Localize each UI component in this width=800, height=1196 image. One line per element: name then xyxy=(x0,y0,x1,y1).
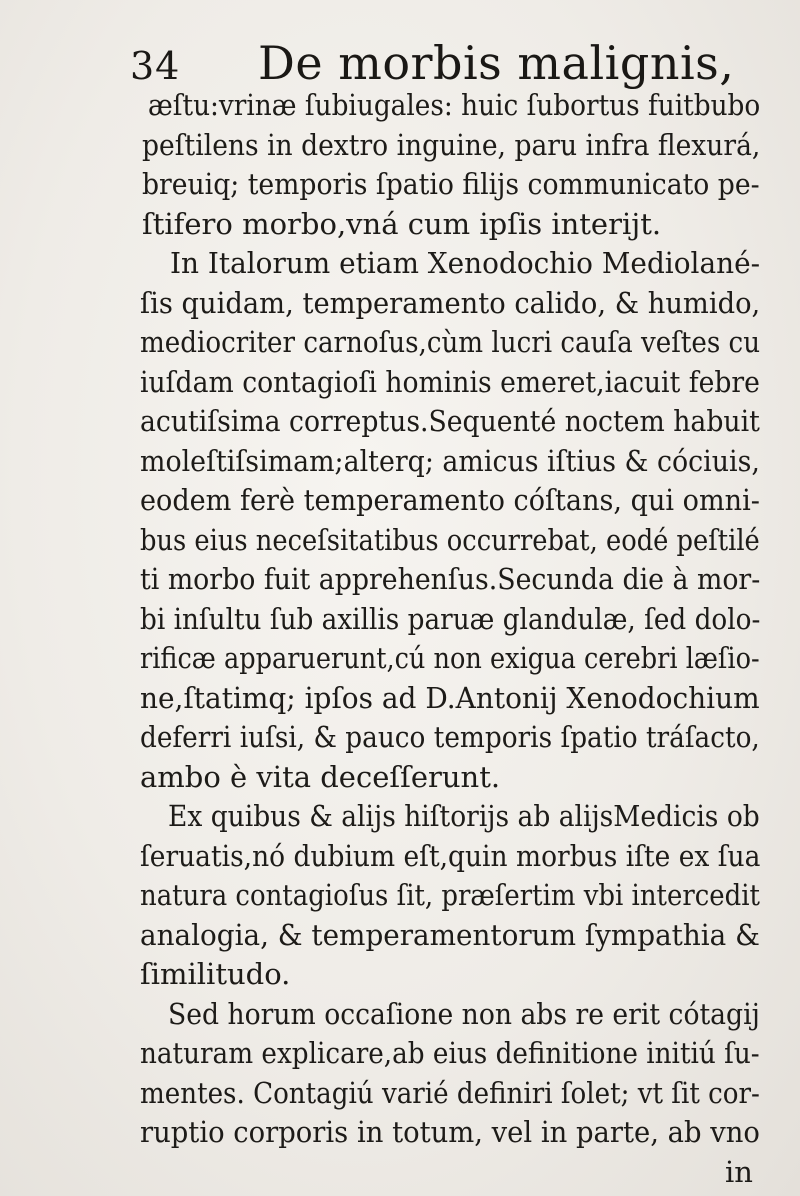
text-line: ſtifero morbo,vná cum ipſis interijt. xyxy=(142,207,662,241)
text-line: ti morbo fuit apprehenſus.Secunda die à mor- xyxy=(140,562,761,596)
text-line: analogia, & temperamentorum ſympathia & xyxy=(140,918,760,952)
text-line: Sed horum occaſione non abs re erit cótagij xyxy=(168,997,760,1031)
text-line: æſtu:vrinæ ſubiugales: huic ſubortus fuitbubo xyxy=(148,88,761,122)
text-line: eodem ferè temperamento cóſtans, qui omni- xyxy=(140,483,760,517)
text-line: deferri iuſsi, & pauco temporis ſpatio tráſacto, xyxy=(140,720,760,754)
text-line: bus eius neceſsitatibus occurrebat, eodé peſtilé xyxy=(140,523,760,557)
text-line: natura contagioſus ſit, præſertim vbi intercedit xyxy=(140,878,760,912)
text-line: peſtilens in dextro inguine, paru infra flexurá, xyxy=(142,128,761,162)
text-line: moleſtiſsimam;alterq; amicus iſtius & cóciuis, xyxy=(140,444,760,478)
text-line: mentes. Contagiú varié definiri ſolet; vt ſit cor- xyxy=(140,1076,760,1110)
text-line: ſimilitudo. xyxy=(140,957,291,991)
page-number: 34 xyxy=(130,44,181,88)
text-line: naturam explicare,ab eius definitione initiú ſu- xyxy=(140,1036,760,1070)
text-line: Ex quibus & alijs hiſtorijs ab alijsMedicis ob xyxy=(168,799,760,833)
text-line: ruptio corporis in totum, vel in parte, ab vno xyxy=(140,1115,760,1149)
text-line: mediocriter carnoſus,cùm lucri cauſa veſtes cu xyxy=(140,325,761,359)
catchword: in xyxy=(725,1155,753,1189)
text-line: ſeruatis,nó dubium eſt,quin morbus iſte ex ſua xyxy=(140,839,761,873)
text-line: acutiſsima correptus.Sequenté noctem habuit xyxy=(140,404,760,438)
text-line: rificæ apparuerunt,cú non exigua cerebri læſio- xyxy=(140,641,760,675)
text-line: In Italorum etiam Xenodochio Mediolané- xyxy=(170,246,761,280)
text-line: ne,ſtatimq; ipſos ad D.Antonij Xenodochium xyxy=(140,681,760,715)
text-line: iuſdam contagioſi hominis emeret,iacuit febre xyxy=(140,365,760,399)
text-line: bi inſultu ſub axillis paruæ glandulæ, ſed dolo- xyxy=(140,602,761,636)
text-line: ambo è vita deceſſerunt. xyxy=(140,760,501,794)
text-line: breuiq; temporis ſpatio filijs communicato pe- xyxy=(142,167,760,201)
text-line: ſis quidam, temperamento calido, & humido, xyxy=(140,286,761,320)
running-title: De morbis malignis, xyxy=(258,36,735,90)
